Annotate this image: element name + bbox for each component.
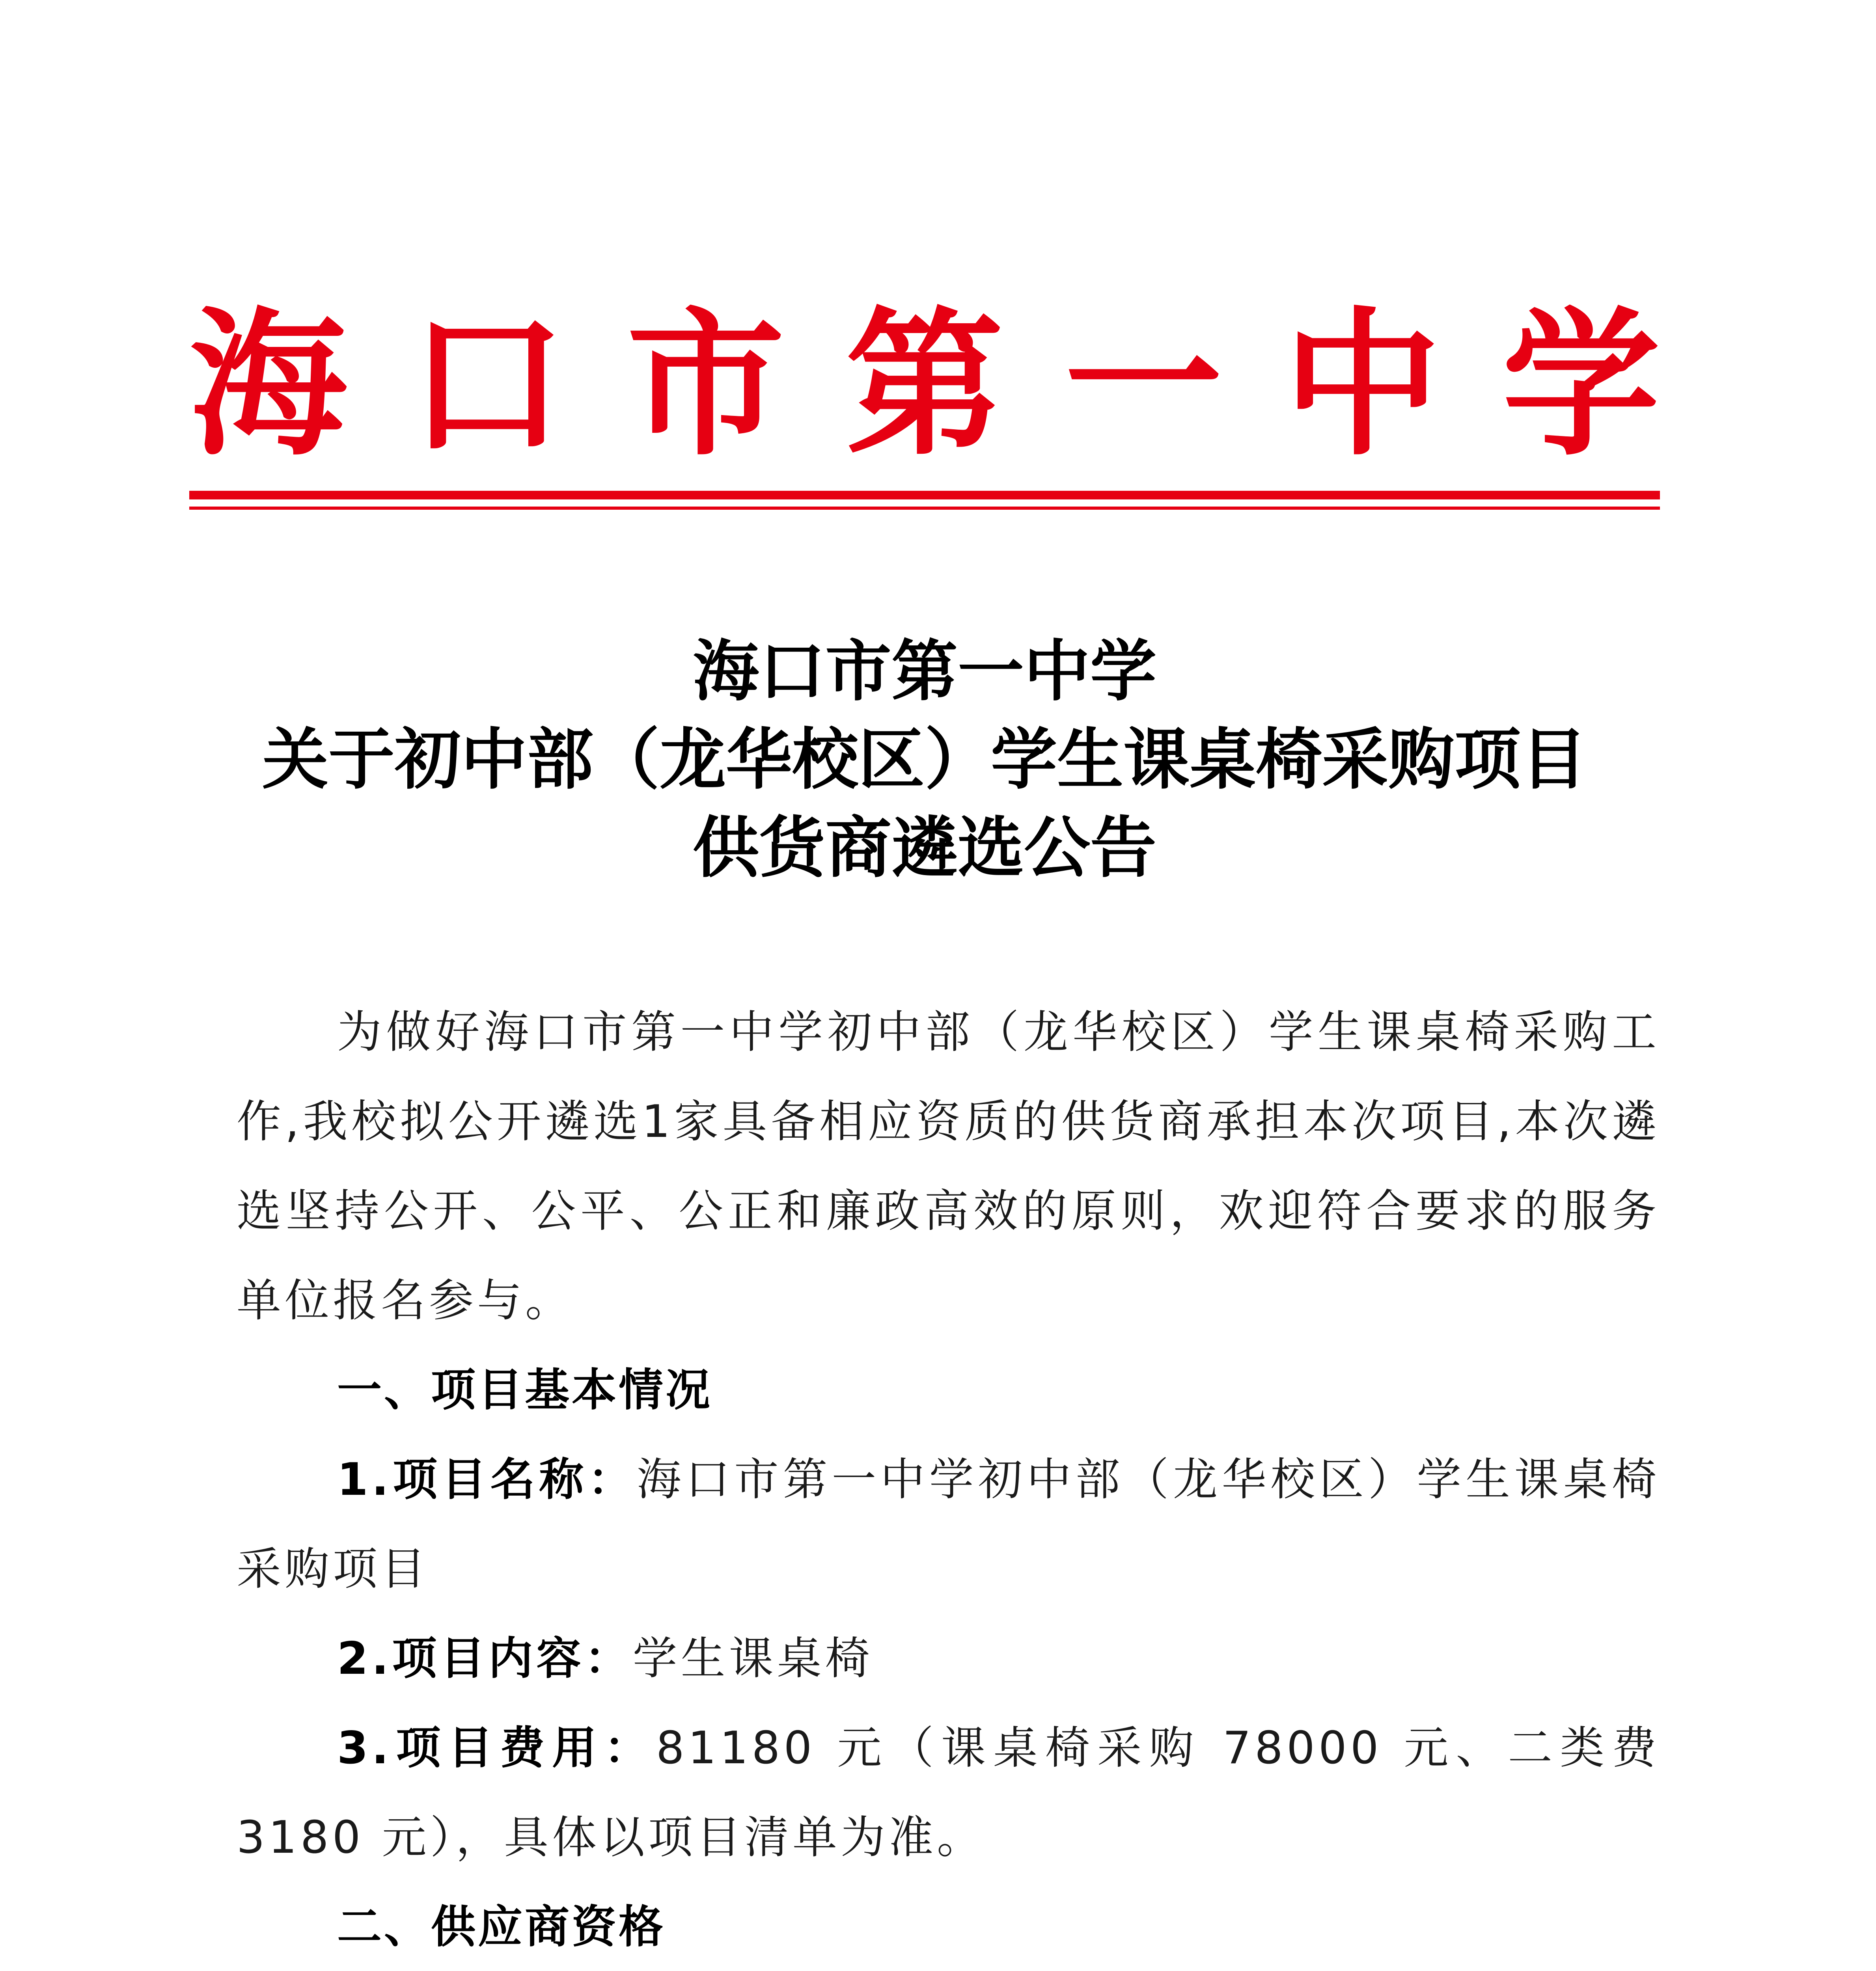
- letterhead-rule-thin: [189, 507, 1660, 510]
- section-1-heading: 一、项目基本情况: [337, 1364, 712, 1416]
- intro-paragraph: 为做好海口市第一中学初中部（龙华校区）学生课桌椅采购工作,我校拟公开遴选1家具备相应资质的供货商承担本次项目,本次遴选坚持公开、公平、公正和廉政高效的原则，欢迎符合要求的服务单位报名参与。: [237, 1006, 1660, 1326]
- letterhead-char: 学: [1502, 292, 1660, 477]
- letterhead-char: 海: [189, 292, 347, 477]
- project-cost-label: 3.项目费用：: [337, 1722, 656, 1774]
- letterhead-rule-thick: [189, 491, 1660, 499]
- letterhead-char: 中: [1283, 292, 1441, 477]
- letterhead-char: 一: [1065, 292, 1222, 477]
- project-name-label: 1.项目名称：: [337, 1453, 637, 1505]
- title-line-1: 海口市第一中学: [693, 632, 1156, 710]
- project-cost-item: [237, 1703, 1660, 1882]
- project-content-label: 2.项目内容：: [337, 1632, 633, 1684]
- letterhead-char: 口: [408, 292, 566, 477]
- project-content-value: 学生课桌椅: [632, 1632, 873, 1684]
- letterhead-char: 市: [627, 292, 785, 477]
- document-body: [237, 987, 1660, 1971]
- project-name-value: 海口市第一中学初中部（龙华校区）学生课桌椅采购项目: [237, 1453, 1660, 1595]
- project-name-item: [237, 1435, 1660, 1614]
- project-cost-value: 81180 元（课桌椅采购 78000 元、二类费 3180 元），具体以项目清单为准。: [237, 1722, 1660, 1863]
- letterhead-char: 第: [846, 292, 1003, 477]
- letterhead: [189, 292, 1660, 477]
- title-line-3: 供货商遴选公告: [693, 809, 1156, 887]
- document-title: [189, 627, 1660, 892]
- project-content-item: [237, 1614, 1660, 1703]
- section-2-heading: 二、供应商资格: [337, 1901, 666, 1953]
- title-line-2: 关于初中部（龙华校区）学生课桌椅采购项目: [262, 720, 1587, 798]
